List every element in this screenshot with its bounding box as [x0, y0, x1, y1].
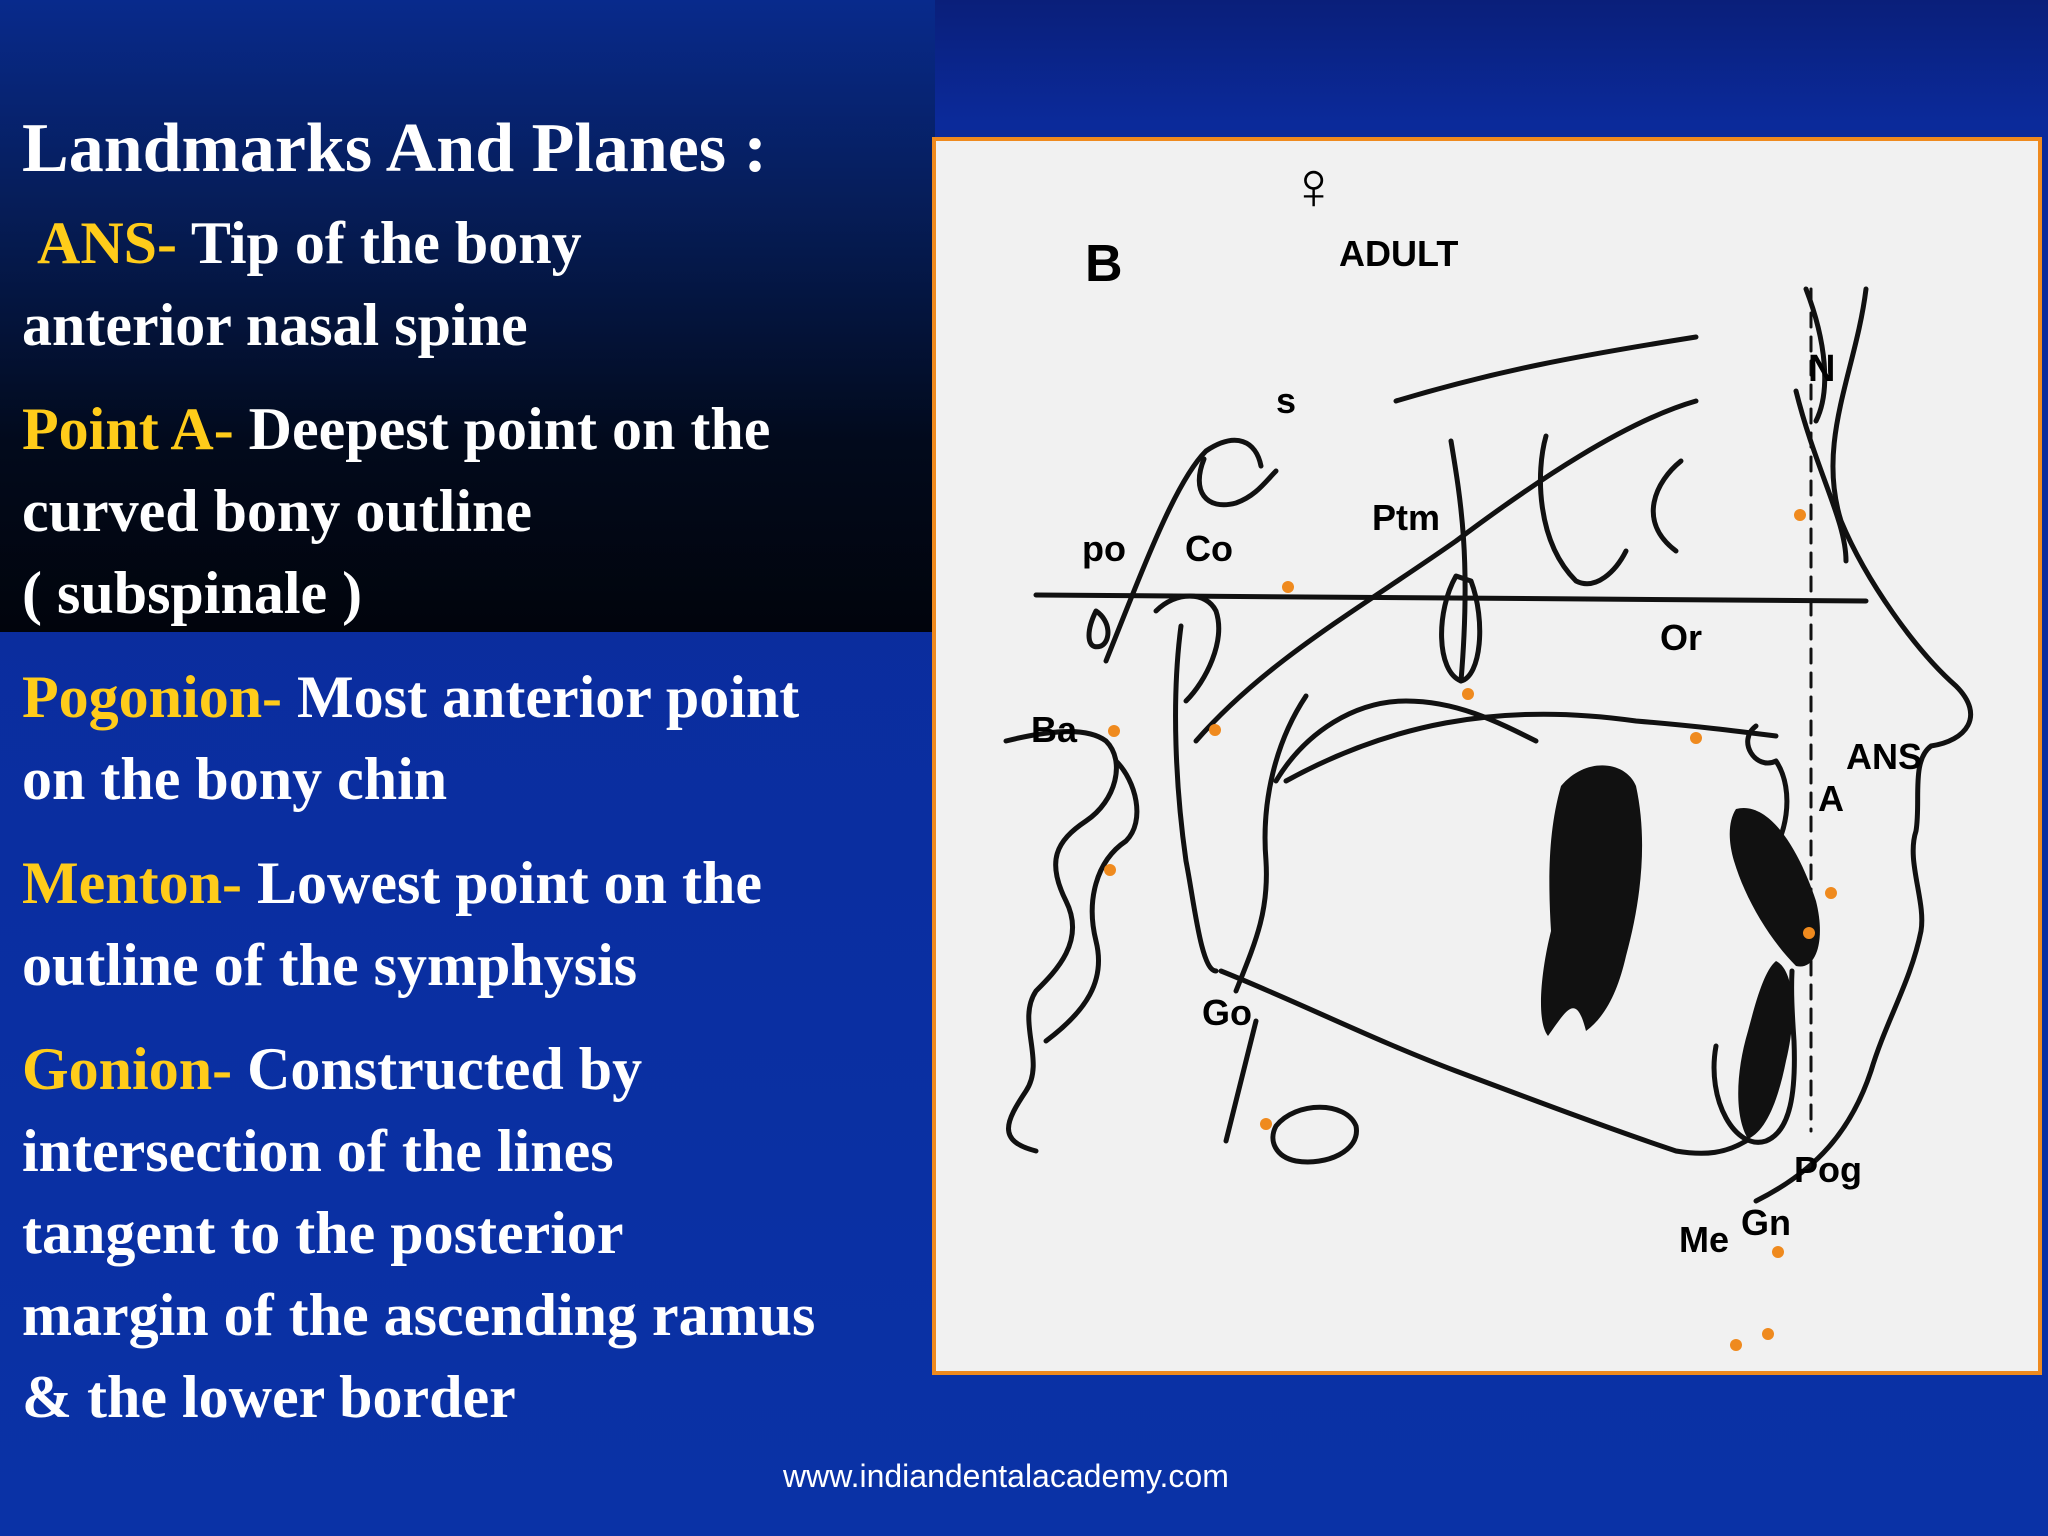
neck-line	[1226, 1021, 1256, 1141]
definition-gonion-line-1: Constructed by	[232, 1036, 643, 1102]
tracing-svg	[936, 141, 2038, 1371]
landmark-dot-ba	[1104, 864, 1116, 876]
landmark-label-pog: Pog	[1794, 1149, 1862, 1190]
landmark-label-ans: ANS	[1846, 736, 1923, 777]
definition-ans-line-1: Tip of the bony	[177, 210, 582, 276]
landmark-label-a: A	[1818, 778, 1844, 819]
slide-title: Landmarks And Planes :	[22, 110, 767, 187]
upper-incisor	[1730, 808, 1820, 967]
landmark-label-co: Co	[1185, 528, 1233, 569]
definition-ans-line-2: anterior nasal spine	[22, 292, 528, 358]
definitions-column	[22, 108, 922, 1460]
definition-pogonion-line-2: on the bony chin	[22, 746, 448, 812]
definition-menton-line-2: outline of the symphysis	[22, 932, 638, 998]
landmark-label-ba: Ba	[1031, 709, 1078, 750]
frankfort-plane-line	[1036, 595, 1866, 601]
landmark-dot-ptm	[1462, 688, 1474, 700]
definition-point-a-line-1: Deepest point on the	[233, 396, 771, 462]
landmark-dot-ans	[1825, 887, 1837, 899]
footer-website: www.indiandentalacademy.com	[783, 1458, 1229, 1494]
cephalometric-tracing-figure	[932, 137, 2042, 1375]
panel-letter-label: B	[1085, 235, 1123, 293]
ear-outline	[1089, 611, 1108, 647]
landmark-dot-or	[1690, 732, 1702, 744]
orbit-floor	[1540, 436, 1626, 584]
sella-outline	[1199, 459, 1276, 505]
occipital-curve	[1006, 732, 1116, 1151]
definition-pogonion	[22, 656, 922, 820]
definition-pogonion-line-1: Most anterior point	[282, 664, 800, 730]
landmark-dot-go	[1260, 1118, 1272, 1130]
definition-point-a	[22, 388, 922, 634]
landmark-dot-n	[1794, 509, 1806, 521]
definition-gonion-line-3: tangent to the posterior	[22, 1200, 624, 1266]
cranium-outline	[1196, 401, 1696, 741]
term-menton: Menton-	[22, 850, 242, 916]
mandible-inner	[1276, 701, 1536, 781]
landmark-label-n: N	[1808, 348, 1836, 390]
definition-gonion	[22, 1028, 922, 1438]
landmark-label-me: Me	[1679, 1219, 1730, 1260]
cranial-base-outline	[1106, 440, 1261, 661]
definition-gonion-line-5: & the lower border	[22, 1364, 516, 1430]
landmark-dot-s	[1282, 581, 1294, 593]
tracing-outlines	[1006, 289, 1971, 1201]
ramus-outline	[1176, 626, 1216, 971]
mandible-lower-border	[1221, 971, 1746, 1153]
landmark-dot-pog	[1772, 1246, 1784, 1258]
term-gonion: Gonion-	[22, 1036, 233, 1102]
ptm-line	[1451, 441, 1465, 681]
posterior-curve-2	[1046, 761, 1137, 1041]
adult-caption: ADULT	[1339, 233, 1459, 274]
landmark-label-po: po	[1082, 528, 1126, 569]
landmark-dot-po	[1108, 725, 1120, 737]
condyle-outline	[1156, 596, 1219, 701]
term-pogonion: Pogonion-	[22, 664, 283, 730]
orbit-outline	[1653, 461, 1681, 551]
coronoid-outline	[1236, 696, 1306, 991]
landmark-label-gn: Gn	[1741, 1202, 1791, 1243]
definition-point-a-line-3: ( subspinale )	[22, 560, 363, 626]
definition-menton	[22, 842, 922, 1006]
landmark-label-go: Go	[1202, 992, 1252, 1033]
lower-incisor	[1738, 961, 1792, 1139]
molar-tooth	[1541, 765, 1642, 1036]
definition-point-a-line-2: curved bony outline	[22, 478, 533, 544]
anterior-cranial-base	[1396, 337, 1696, 401]
landmark-label-s: s	[1276, 380, 1297, 421]
definition-gonion-line-2: intersection of the lines	[22, 1118, 614, 1184]
hyoid-outline	[1273, 1107, 1357, 1162]
landmark-label-ptm: Ptm	[1372, 497, 1441, 538]
term-point-a: Point A-	[22, 396, 234, 462]
palatal-plane	[1286, 714, 1776, 781]
definition-menton-line-1: Lowest point on the	[241, 850, 763, 916]
landmark-dot-gn	[1762, 1328, 1774, 1340]
teeth-silhouettes	[1541, 765, 1820, 1139]
landmark-dot-co	[1209, 724, 1221, 736]
definition-ans	[22, 202, 922, 366]
landmark-dot-a	[1803, 927, 1815, 939]
definition-gonion-line-4: margin of the ascending ramus	[22, 1282, 816, 1348]
landmark-label-or: Or	[1660, 617, 1703, 658]
female-symbol-icon: ♀	[1288, 148, 1339, 224]
landmark-dot-me	[1730, 1339, 1742, 1351]
term-ans: ANS-	[37, 210, 178, 276]
